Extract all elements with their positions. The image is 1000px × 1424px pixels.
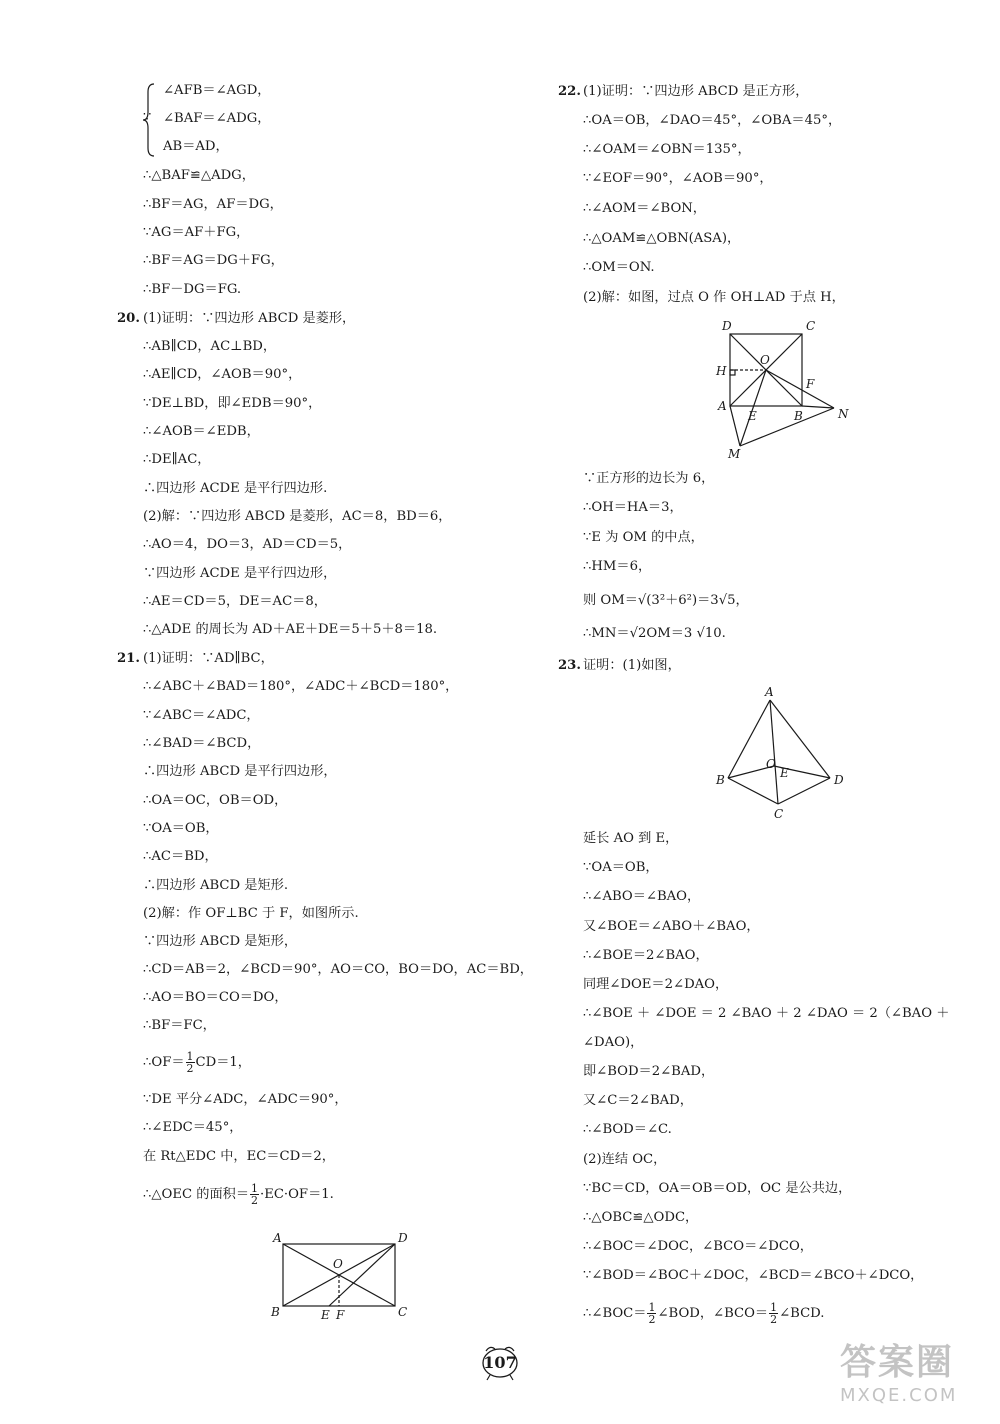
label-F: F: [336, 1308, 345, 1322]
watermark-logo: [840, 1334, 990, 1414]
q21-line: ∴AC＝BD，: [143, 849, 218, 864]
q21-line: 在 Rt△EDC 中，EC＝CD＝2，: [143, 1149, 335, 1164]
label-F: F: [806, 377, 815, 391]
q21-line: ∴四边形 ABCD 是矩形.: [143, 878, 289, 893]
label-A: A: [718, 399, 727, 413]
q21-line: ∴BF＝FC，: [143, 1018, 216, 1033]
q23-line: ∵OA＝OB，: [583, 860, 659, 875]
question-number-20: 20.: [117, 311, 140, 326]
q22-line: ∴OA＝OB，∠DAO＝45°，∠OBA＝45°，: [583, 113, 842, 128]
system-brace: [140, 82, 160, 158]
label-C: C: [806, 319, 816, 333]
label-H: H: [716, 364, 727, 378]
q19-line: ∵AG＝AF＋FG，: [143, 225, 250, 240]
system-line-1: ∠AFB＝∠AGD，: [163, 83, 271, 98]
q20-line: ∴DE∥AC，: [143, 452, 211, 467]
watermark-line-2: MXQE.COM: [840, 1385, 958, 1406]
q23-line: 又∠BOE＝∠ABO＋∠BAO，: [583, 919, 760, 934]
square-diagram-22: [710, 316, 860, 462]
q22-line: ∵正方形的边长为 6，: [583, 471, 715, 486]
q21-line: (2)解：作 OF⊥BC 于 F，如图所示.: [143, 906, 359, 921]
q23-line: ∠DAO)，: [583, 1035, 644, 1050]
label-A: A: [273, 1231, 282, 1245]
system-line-3: AB＝AD，: [163, 139, 229, 154]
label-A: A: [765, 685, 774, 699]
q21-line: ∴OA＝OC，OB＝OD，: [143, 793, 288, 808]
q22-line: ∴OM＝ON.: [583, 260, 655, 275]
q22-line: ∴△OAM≌△OBN(ASA)，: [583, 231, 741, 246]
label-E: E: [780, 766, 789, 780]
q20-line: ∴AB∥CD，AC⊥BD，: [143, 339, 277, 354]
q20-line: (2)解：∵四边形 ABCD 是菱形，AC＝8，BD＝6，: [143, 509, 452, 524]
q20-line: ∴四边形 ACDE 是平行四边形.: [143, 481, 328, 496]
label-O: O: [766, 757, 776, 771]
q21-line: ∵DE 平分∠ADC，∠ADC＝90°，: [143, 1092, 348, 1107]
q20-line: ∴∠AOB＝∠EDB，: [143, 424, 260, 439]
q22-line: 则 OM＝√(3²＋6²)＝3√5，: [583, 593, 749, 608]
watermark-line-1: 答案圈: [840, 1342, 955, 1383]
q19-line: ∴BF＝AG，AF＝DG，: [143, 197, 283, 212]
q23-line: 即∠BOD＝2∠BAD，: [583, 1064, 715, 1079]
q23-line: 同理∠DOE＝2∠DAO，: [583, 977, 729, 992]
q21-line: ∴∠BAD＝∠BCD，: [143, 736, 261, 751]
q22-line: ∴∠OAM＝∠OBN＝135°，: [583, 142, 751, 157]
fraction: $\frac{1}{2}$: [186, 1050, 194, 1075]
because-symbol: ∵: [143, 110, 152, 125]
label-O: O: [333, 1257, 343, 1271]
system-line-2: ∠BAF＝∠ADG，: [163, 111, 271, 126]
label-B: B: [716, 773, 725, 787]
q22-line: (1)证明：∵四边形 ABCD 是正方形，: [583, 84, 809, 99]
q23-line: ∴∠BOD＝∠C.: [583, 1122, 672, 1137]
q21-line: ∵∠ABC＝∠ADC，: [143, 708, 260, 723]
q23-line: ∵∠BOD＝∠BOC＋∠DOC，∠BCD＝∠BCO＋∠DCO，: [583, 1268, 924, 1283]
label-B: B: [794, 409, 803, 423]
q20-line: ∵DE⊥BD，即∠EDB＝90°，: [143, 396, 322, 411]
q19-line: ∴BF＝AG＝DG＋FG，: [143, 253, 284, 268]
q20-line: ∵四边形 ACDE 是平行四边形，: [143, 566, 337, 581]
label-E: E: [748, 409, 757, 423]
q21-area-line: ∴△OEC 的面积＝ $\frac{1}{2}$ ·EC·OF＝1.: [143, 1182, 334, 1207]
label-C: C: [398, 1305, 408, 1319]
question-number-21: 21.: [117, 651, 140, 666]
q22-line: ∴OH＝HA＝3，: [583, 500, 683, 515]
label-D: D: [722, 319, 732, 333]
q23-line: (2)连结 OC，: [583, 1152, 667, 1167]
q23-line: ∵BC＝CD，OA＝OB＝OD，OC 是公共边，: [583, 1181, 852, 1196]
page-number: 107: [483, 1353, 517, 1372]
label-N: N: [838, 407, 849, 421]
q21-line: ∵OA＝OB，: [143, 821, 219, 836]
label-B: B: [271, 1305, 280, 1319]
q23-line: ∴∠ABO＝∠BAO，: [583, 889, 701, 904]
q21-line: ∴∠EDC＝45°，: [143, 1120, 243, 1135]
q23-line: ∴∠BOE ＋ ∠DOE ＝ 2 ∠BAO ＋ 2 ∠DAO ＝ 2（∠BAO ＋: [583, 1006, 950, 1021]
q22-line: ∵E 为 OM 的中点，: [583, 530, 704, 545]
q21-line: ∴∠ABC＋∠BAD＝180°，∠ADC＋∠BCD＝180°，: [143, 679, 459, 694]
q22-line: (2)解：如图，过点 O 作 OH⊥AD 于点 H，: [583, 290, 845, 305]
fraction: $\frac{1}{2}$: [770, 1301, 778, 1326]
q23-line: ∴∠BOE＝2∠BAO，: [583, 948, 709, 963]
q20-line: (1)证明：∵四边形 ABCD 是菱形，: [143, 311, 356, 326]
q20-line: ∴AO＝4，DO＝3，AD＝CD＝5，: [143, 537, 352, 552]
q22-line: ∴MN＝√2OM＝3 √10.: [583, 626, 726, 641]
q23-line: 延长 AO 到 E，: [583, 831, 679, 846]
question-number-22: 22.: [558, 84, 581, 99]
q19-line: ∴BF－DG＝FG.: [143, 282, 242, 297]
q23-line: ∴△OBC≌△ODC，: [583, 1210, 699, 1225]
q21-line: ∴四边形 ABCD 是平行四边形，: [143, 764, 337, 779]
q20-line: ∴AE∥CD，∠AOB＝90°，: [143, 367, 302, 382]
q21-of-line: ∴OF＝ $\frac{1}{2}$ CD＝1，: [143, 1050, 251, 1075]
q21-line: (1)证明：∵AD∥BC，: [143, 651, 274, 666]
label-E: E: [321, 1308, 330, 1322]
q23-head: 证明：(1)如图，: [583, 658, 681, 673]
rectangle-diagram-21: [265, 1228, 415, 1324]
q23-last-line: ∴∠BOC＝ $\frac{1}{2}$ ∠BOD，∠BCO＝ $\frac{1}{2}$ ∠BCD.: [583, 1301, 825, 1326]
label-O: O: [760, 353, 770, 367]
fraction: $\frac{1}{2}$: [648, 1301, 656, 1326]
q22-line: ∵∠EOF＝90°，∠AOB＝90°，: [583, 171, 773, 186]
q21-line: ∴CD＝AB＝2，∠BCD＝90°，AO＝CO，BO＝DO，AC＝BD，: [143, 962, 533, 977]
q22-line: ∴HM＝6，: [583, 559, 652, 574]
q22-line: ∴∠AOM＝∠BON，: [583, 201, 706, 216]
question-number-23: 23.: [558, 658, 581, 673]
q20-line: ∴△ADE 的周长为 AD＋AE＋DE＝5＋5＋8＝18.: [143, 622, 438, 637]
label-D: D: [834, 773, 844, 787]
kite-diagram-23: [712, 682, 852, 822]
q23-line: 又∠C＝2∠BAD，: [583, 1093, 693, 1108]
q21-line: ∵四边形 ABCD 是矩形，: [143, 934, 298, 949]
label-D: D: [398, 1231, 408, 1245]
q23-line: ∴∠BOC＝∠DOC，∠BCO＝∠DCO，: [583, 1239, 813, 1254]
q20-line: ∴AE＝CD＝5，DE＝AC＝8，: [143, 594, 327, 609]
q21-line: ∴AO＝BO＝CO＝DO，: [143, 990, 288, 1005]
label-M: M: [728, 447, 741, 461]
q19-line: ∴△BAF≌△ADG，: [143, 168, 255, 183]
label-C: C: [774, 807, 784, 821]
fraction: $\frac{1}{2}$: [251, 1182, 259, 1207]
